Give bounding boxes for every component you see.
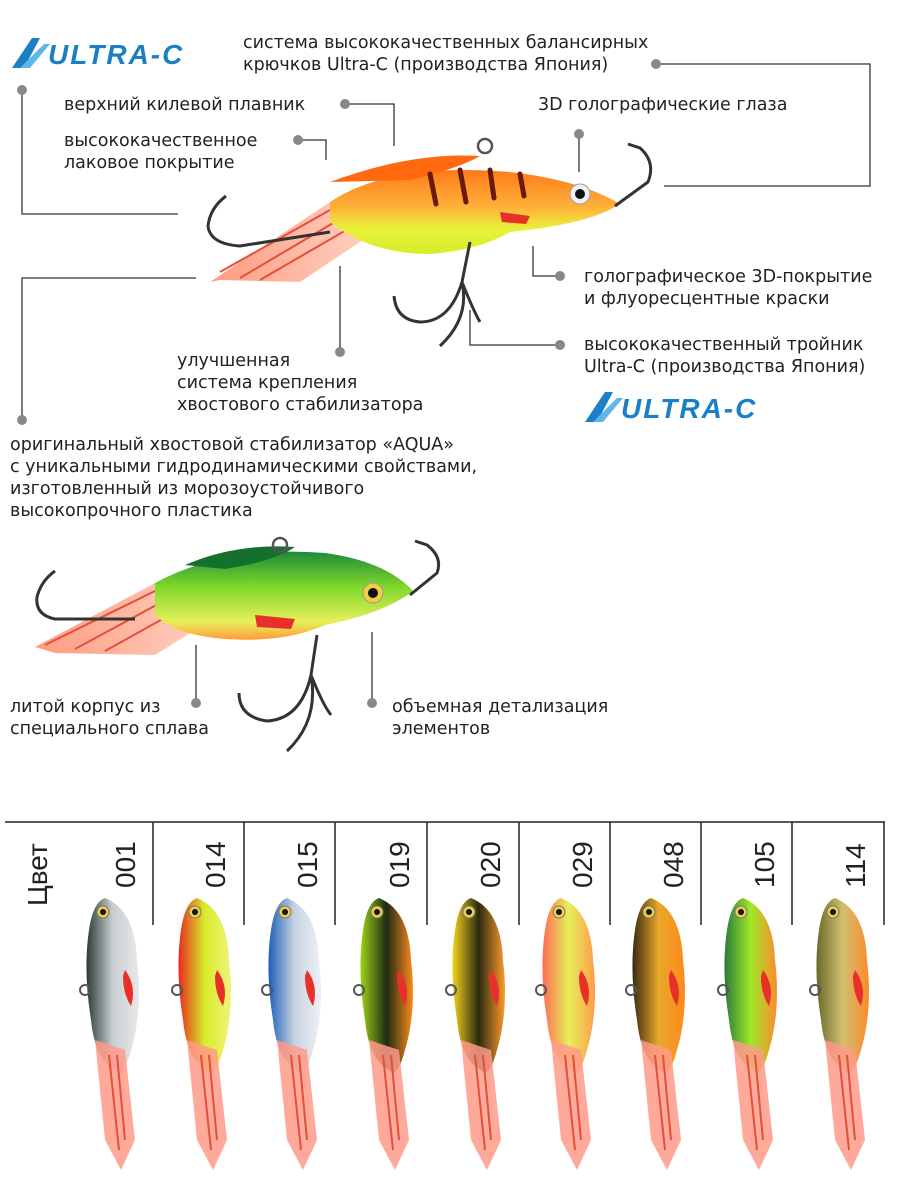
lure-variant-048 bbox=[611, 890, 701, 1180]
label-treble: высококачественный тройник Ultra-C (производства Япония) bbox=[584, 335, 866, 377]
color-code-019: 019 bbox=[384, 841, 415, 888]
lure-variant-029 bbox=[521, 890, 611, 1180]
label-coating: высококачественное лаковое покрытие bbox=[64, 131, 258, 173]
color-code-001: 001 bbox=[110, 841, 141, 888]
lure-variant-020 bbox=[431, 890, 521, 1180]
svg-text:ULTRA-C: ULTRA-C bbox=[48, 39, 185, 70]
color-title: Цвет bbox=[22, 843, 53, 906]
label-tail: оригинальный хвостовой стабилизатор «AQUA» с уникальными гидродинамическими свойствами, изготовленный из морозоустойчивого высокопрочного пластика bbox=[10, 435, 478, 521]
label-holo: голографическое 3D-покрытие и флуоресцентные краски bbox=[584, 267, 873, 309]
lure-variant-015 bbox=[247, 890, 337, 1180]
color-code-014: 014 bbox=[200, 841, 231, 888]
label-hooks: система высококачественных балансирных крючков Ultra-C (производства Япония) bbox=[243, 33, 649, 75]
label-eyes: 3D голографические глаза bbox=[538, 95, 788, 115]
lure-variant-019 bbox=[339, 890, 429, 1180]
lure-variant-114 bbox=[795, 890, 885, 1180]
lure-variant-001 bbox=[65, 890, 155, 1180]
color-code-114: 114 bbox=[840, 843, 871, 888]
color-code-015: 015 bbox=[292, 841, 323, 888]
color-code-105: 105 bbox=[749, 841, 780, 888]
label-body: литой корпус из специального сплава bbox=[10, 697, 209, 739]
color-code-029: 029 bbox=[567, 841, 598, 888]
label-tail-mount: улучшенная система крепления хвостового стабилизатора bbox=[177, 351, 424, 415]
color-code-020: 020 bbox=[475, 841, 506, 888]
lure-variant-014 bbox=[157, 890, 247, 1180]
label-top-fin: верхний килевой плавник bbox=[64, 95, 306, 115]
label-detail: объемная детализация элементов bbox=[392, 697, 609, 739]
color-code-048: 048 bbox=[658, 841, 689, 888]
color-variants bbox=[0, 890, 900, 1180]
lure-variant-105 bbox=[703, 890, 793, 1180]
svg-text:ULTRA-C: ULTRA-C bbox=[621, 393, 758, 424]
